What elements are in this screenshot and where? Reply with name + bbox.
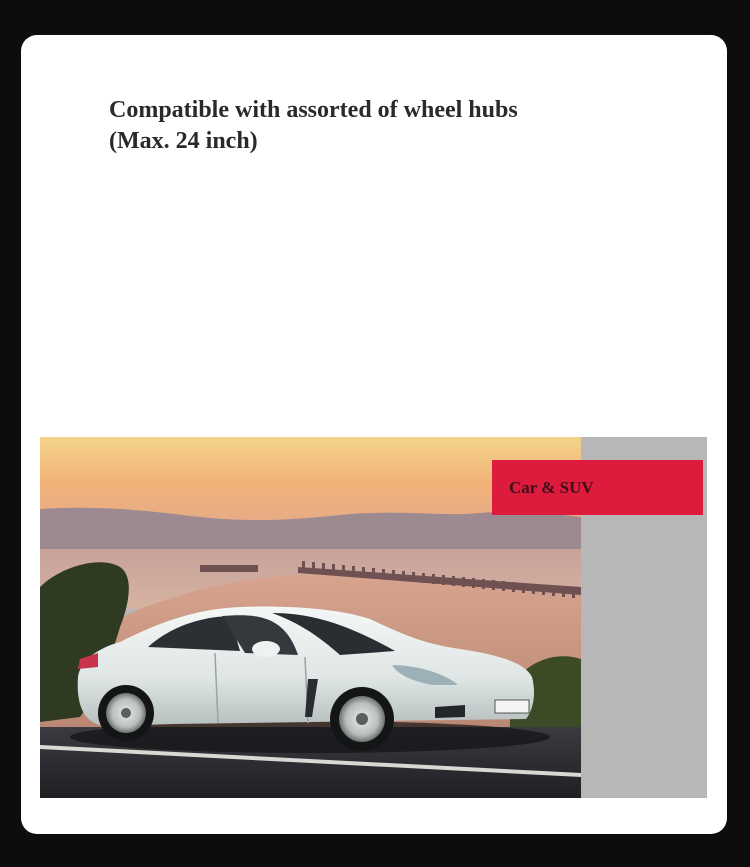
category-tag-label: Car & SUV — [509, 477, 594, 497]
photo-panel — [40, 437, 707, 798]
headline-line-2: (Max. 24 inch) — [109, 128, 258, 154]
category-tag — [492, 460, 703, 515]
headline-line-1: Compatible with assorted of wheel hubs — [109, 97, 518, 123]
product-card — [21, 35, 727, 834]
headline — [109, 95, 669, 157]
